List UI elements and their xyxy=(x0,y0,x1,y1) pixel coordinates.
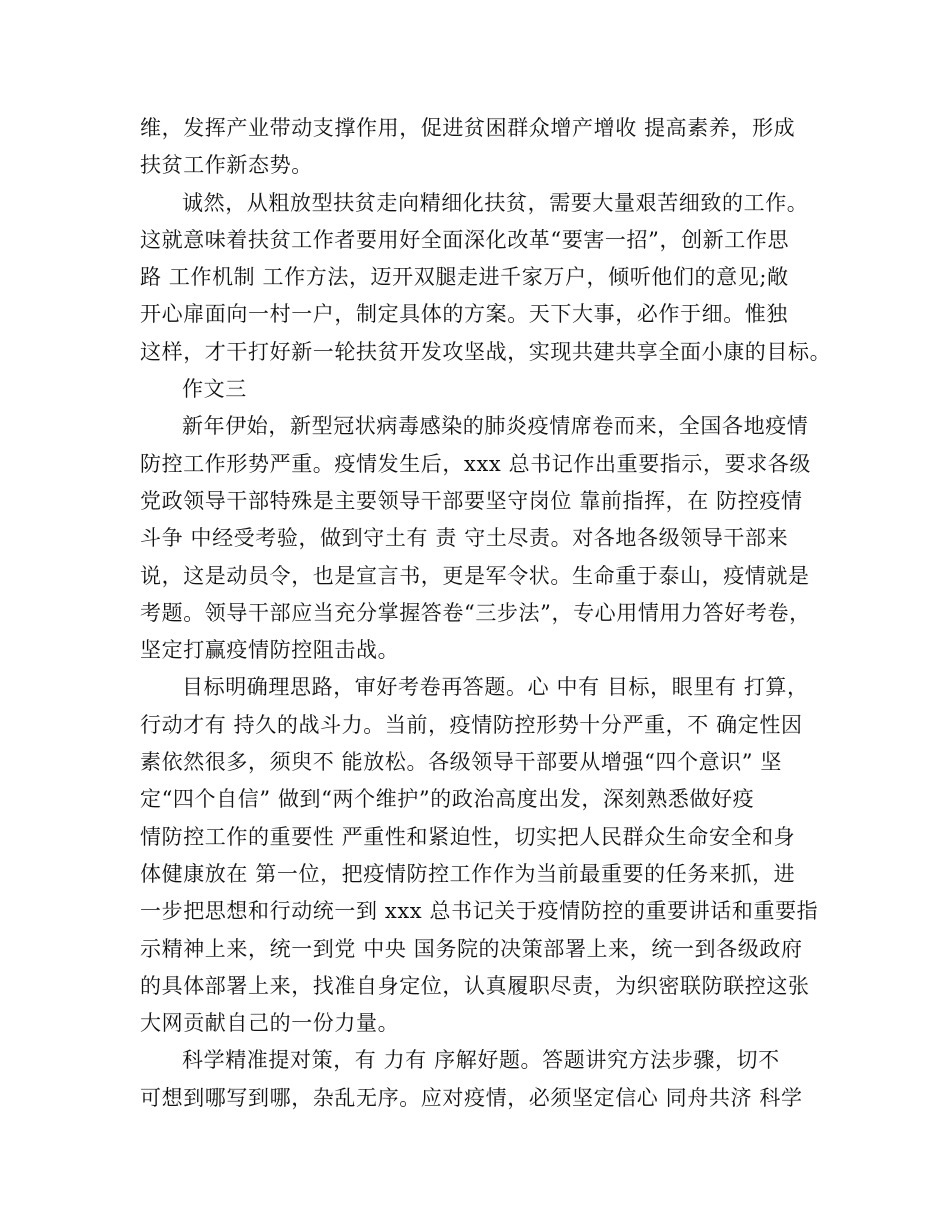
text-line: 考题。领导干部应当充分掌握答卷“三步法”，专心用情用力答好考卷， xyxy=(140,600,811,625)
text-line: 情防控工作的重要性 严重性和紧迫性，切实把人民群众生命安全和身 xyxy=(140,824,796,849)
text-line: 说，这是动员令，也是宣言书，更是军令状。生命重于泰山，疫情就是 xyxy=(140,563,810,588)
text-line: 定“四个自信” 做到“两个维护”的政治高度出发，深刻熟悉做好疫 xyxy=(140,787,755,812)
text-line: 可想到哪写到哪，杂乱无序。应对疫情，必须坚定信心 同舟共济 科学 xyxy=(140,1085,803,1110)
text-line: 示精神上来，统一到党 中央 国务院的决策部署上来，统一到各级政府 xyxy=(140,936,803,961)
text-line: 大网贡献自己的一份力量。 xyxy=(140,1011,400,1036)
text-line: 这就意味着扶贫工作者要用好全面深化改革“要害一招”，创新工作思 xyxy=(140,227,790,252)
text-line: 坚定打赢疫情防控阻击战。 xyxy=(140,638,400,663)
text-line: 素依然很多，须臾不 能放松。各级领导干部要从增强“四个意识” 坚 xyxy=(140,750,783,775)
text-line: 一步把思想和行动统一到 xxx 总书记关于疫情防控的重要讲话和重要指 xyxy=(140,899,819,924)
text-line: 行动才有 持久的战斗力。当前，疫情防控形势十分严重，不 确定性因 xyxy=(140,712,803,737)
text-line: 维，发挥产业带动支撑作用，促进贫困群众增产增收 提高素养，形成 xyxy=(140,116,796,140)
text-line: 体健康放在 第一位，把疫情防控工作作为当前最重要的任务来抓，进 xyxy=(140,861,796,886)
text-line: 这样，才干打好新一轮扶贫开发攻坚战，实现共建共享全面小康的目标。 xyxy=(140,339,832,364)
text-line: 诚然，从粗放型扶贫走向精细化扶贫，需要大量艰苦细致的工作。 xyxy=(182,190,809,215)
text-line: 路 工作机制 工作方法，迈开双腿走进千家万户，倾听他们的意见;敞 xyxy=(140,265,789,290)
text-line: 防控工作形势严重。疫情发生后，xxx 总书记作出重要指示，要求各级 xyxy=(140,451,812,476)
text-line: 党政领导干部特殊是主要领导干部要坚守岗位 靠前指挥，在 防控疫情 xyxy=(140,488,803,513)
text-line: 新年伊始，新型冠状病毒感染的肺炎疫情席卷而来，全国各地疫情 xyxy=(182,414,809,439)
text-line: 的具体部署上来，找准自身定位，认真履职尽责，为织密联防联控这张 xyxy=(140,973,810,998)
text-line: 目标明确理思路，审好考卷再答题。心 中有 目标，眼里有 打算， xyxy=(182,675,809,700)
document-body xyxy=(140,110,830,1117)
text-line: 作文三 xyxy=(182,377,247,402)
text-line: 开心扉面向一村一户，制定具体的方案。天下大事，必作于细。惟独 xyxy=(140,302,788,327)
text-line: 斗争 中经受考验，做到守土有 责 守土尽责。对各地各级领导干部来 xyxy=(140,526,789,551)
text-line: 扶贫工作新态势。 xyxy=(140,153,313,178)
text-line: 科学精准提对策，有 力有 序解好题。答题讲究方法步骤，切不 xyxy=(182,1048,780,1073)
